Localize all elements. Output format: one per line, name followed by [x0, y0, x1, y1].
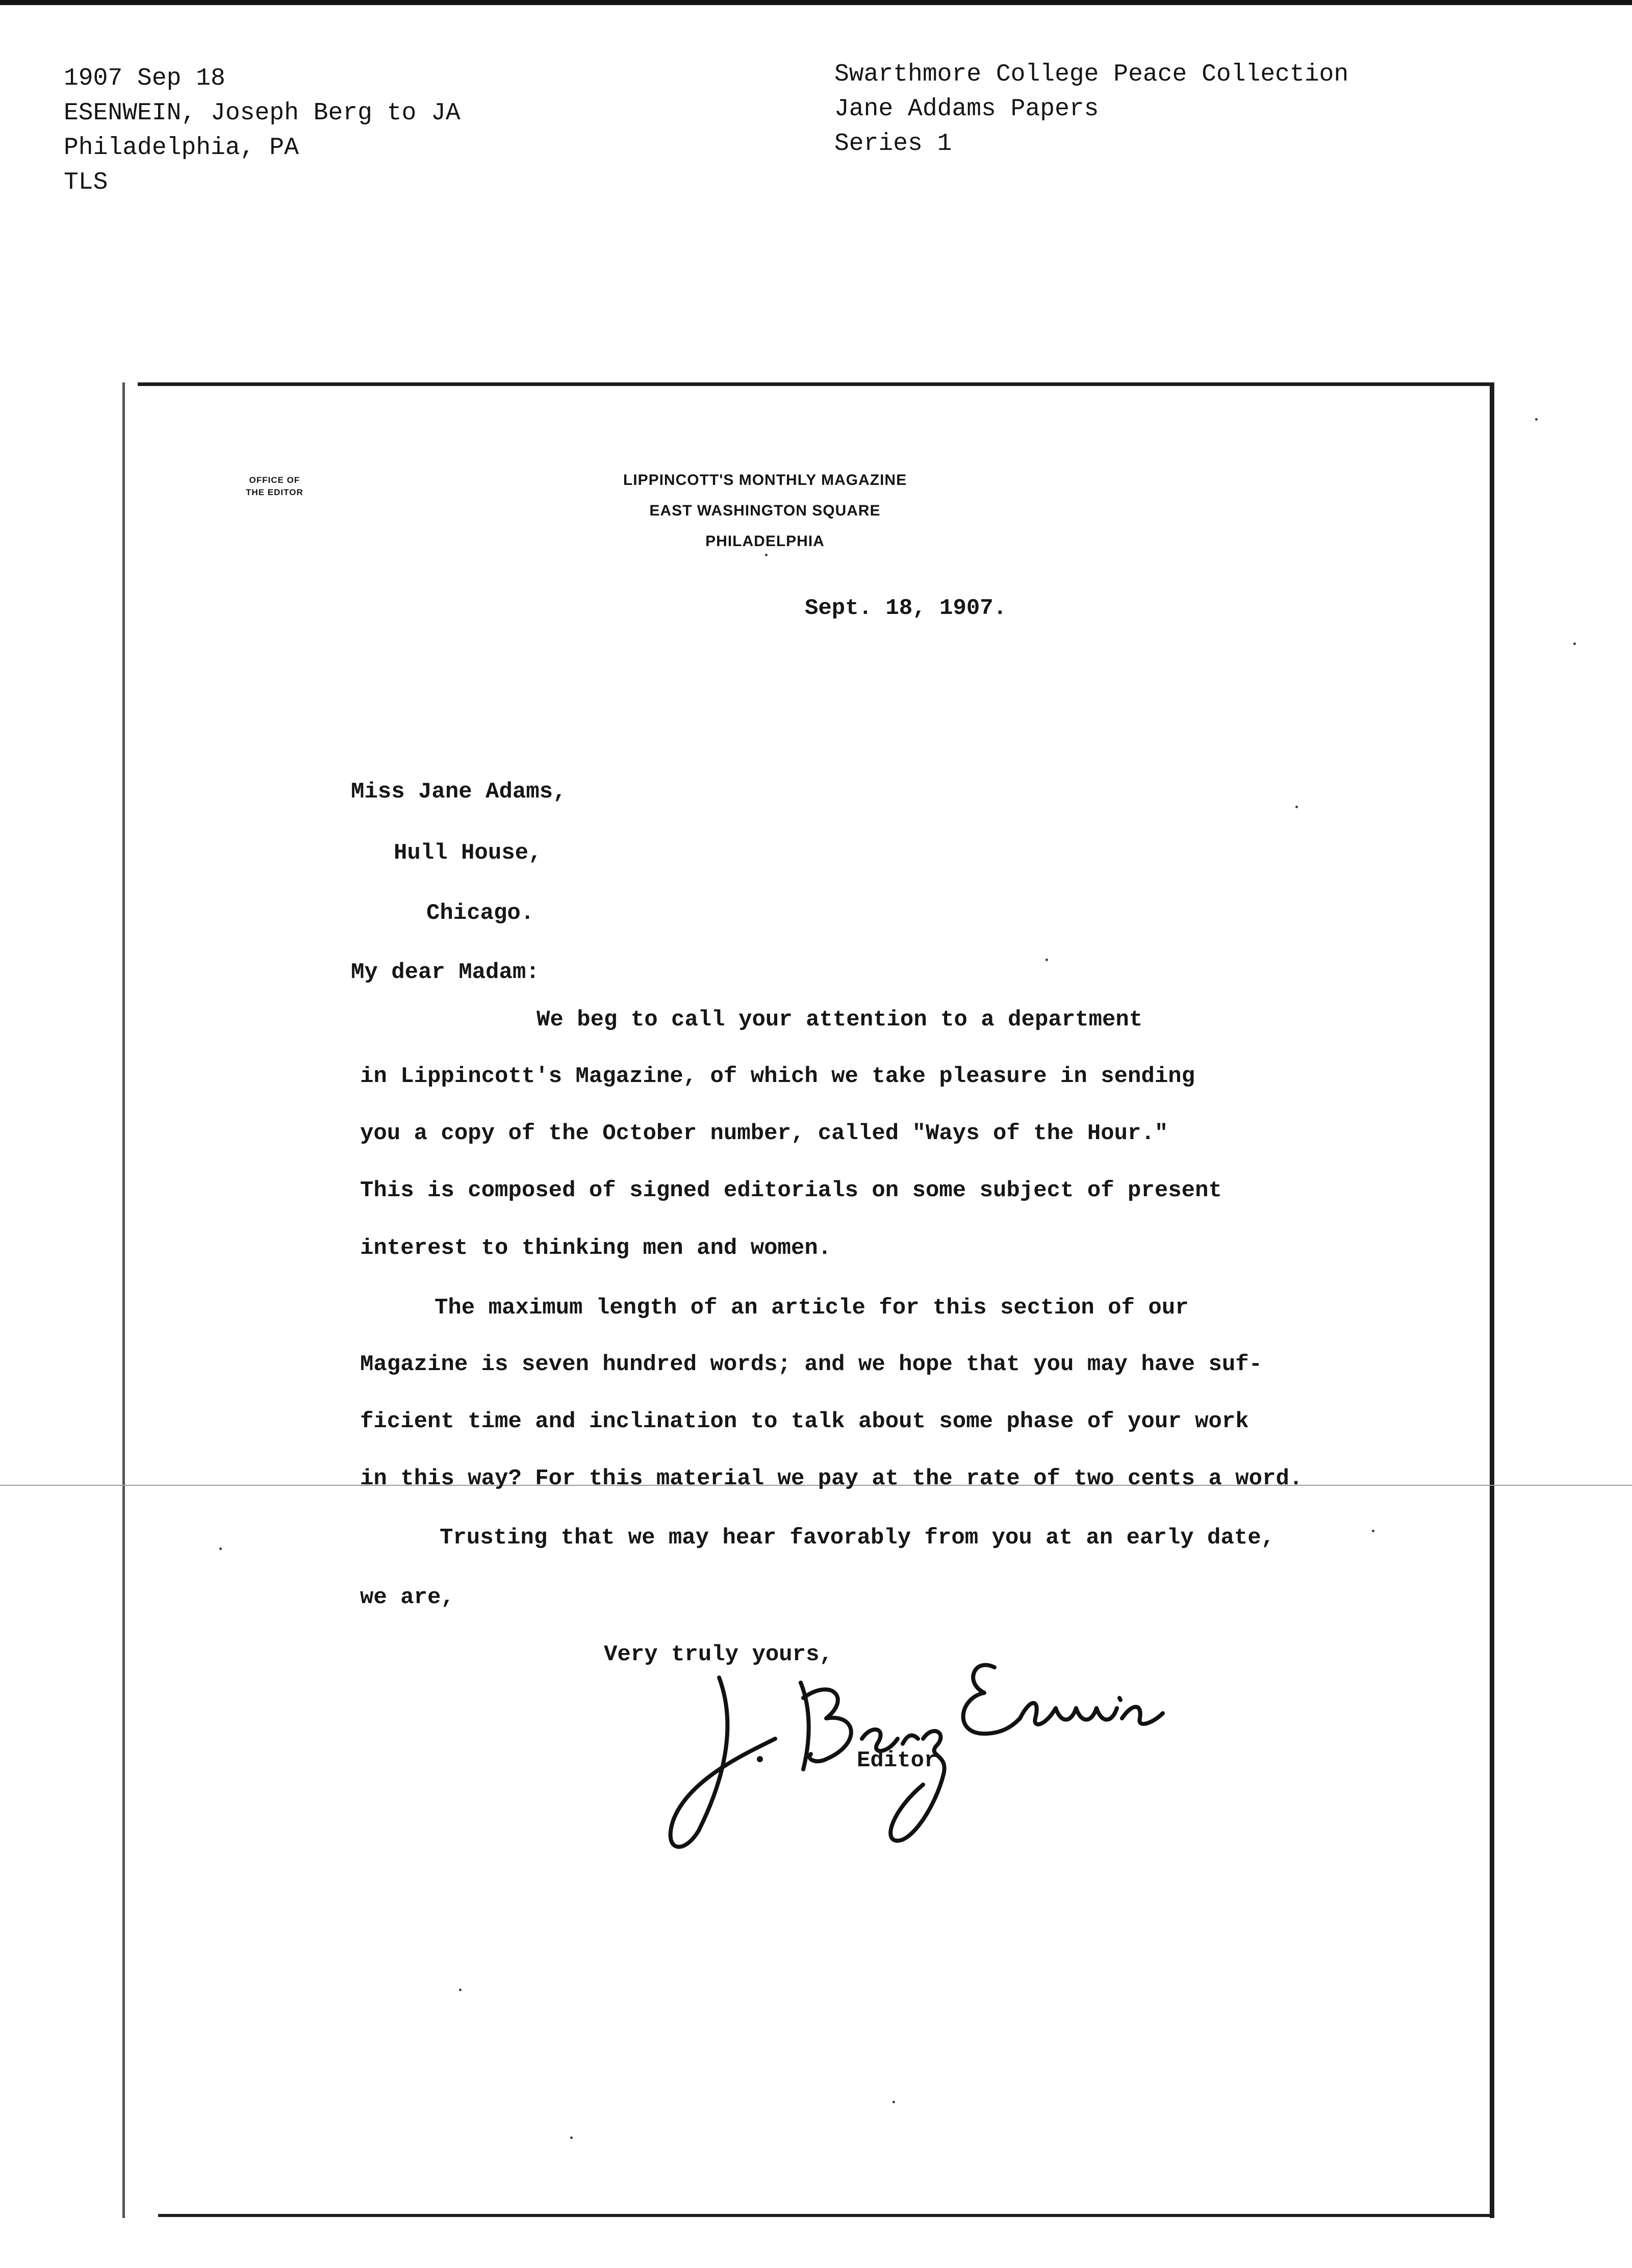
- body-line: you a copy of the October number, called "Ways of the Hour.": [360, 1121, 1168, 1146]
- noise-speck: [570, 2136, 573, 2139]
- archive-correspondents: ESENWEIN, Joseph Berg to JA: [64, 99, 461, 127]
- body-line: The maximum length of an article for this section of our: [435, 1295, 1189, 1321]
- letterhead-city: PHILADELPHIA: [705, 533, 825, 550]
- body-line: This is composed of signed editorials on some subject of present: [360, 1178, 1222, 1203]
- archive-header-left: [64, 61, 461, 200]
- letter-date: Sept. 18, 1907.: [805, 596, 1007, 621]
- archive-date: 1907 Sep 18: [64, 65, 225, 92]
- body-line: We beg to call your attention to a department: [537, 1007, 1143, 1033]
- noise-speck: [1295, 806, 1298, 808]
- archive-place: Philadelphia, PA: [64, 134, 299, 162]
- letterhead-street: EAST WASHINGTON SQUARE: [649, 502, 881, 519]
- recipient-org: Hull House,: [394, 840, 542, 866]
- noise-speck: [1372, 1530, 1374, 1532]
- noise-speck: [892, 2101, 895, 2103]
- signer-title: Editor.: [857, 1748, 951, 1773]
- noise-speck: [1573, 642, 1576, 645]
- letterhead-magazine: LIPPINCOTT'S MONTHLY MAGAZINE: [623, 472, 907, 488]
- closing-we-are: we are,: [360, 1585, 454, 1610]
- noise-speck: [1535, 418, 1538, 421]
- body-line: in this way? For this material we pay at the rate of two cents a word.: [360, 1466, 1303, 1491]
- archive-doc-type: TLS: [64, 169, 108, 196]
- archive-papers: Jane Addams Papers: [834, 95, 1099, 123]
- page-top-border: [0, 0, 1632, 5]
- noise-speck: [219, 1548, 222, 1550]
- recipient-name: Miss Jane Adams,: [351, 779, 567, 805]
- noise-speck: [1046, 959, 1048, 961]
- body-line: interest to thinking men and women.: [360, 1235, 832, 1261]
- body-line: ficient time and inclination to talk about some phase of your work: [360, 1409, 1249, 1434]
- sheet-edge-right: [1490, 382, 1494, 2218]
- sheet-edge-left: [122, 382, 125, 2218]
- sheet-edge-bottom: [158, 2214, 1494, 2217]
- body-line: Trusting that we may hear favorably from you at an early date,: [440, 1525, 1275, 1551]
- sheet-edge-top: [138, 382, 1494, 386]
- archive-series: Series 1: [834, 130, 952, 158]
- noise-speck: [459, 1989, 462, 1991]
- office-label: [246, 474, 303, 499]
- body-line: in Lippincott's Magazine, of which we take pleasure in sending: [360, 1064, 1195, 1089]
- archive-collection: Swarthmore College Peace Collection: [834, 61, 1349, 88]
- letterhead: [551, 465, 979, 557]
- body-line: Magazine is seven hundred words; and we hope that you may have suf-: [360, 1352, 1263, 1377]
- closing-yours: Very truly yours,: [604, 1642, 833, 1667]
- salutation: My dear Madam:: [351, 960, 540, 985]
- office-label-line-1: OFFICE OF: [249, 475, 300, 485]
- recipient-city: Chicago.: [426, 900, 534, 926]
- office-label-line-2: THE EDITOR: [246, 487, 303, 497]
- archive-header-right: [834, 57, 1348, 161]
